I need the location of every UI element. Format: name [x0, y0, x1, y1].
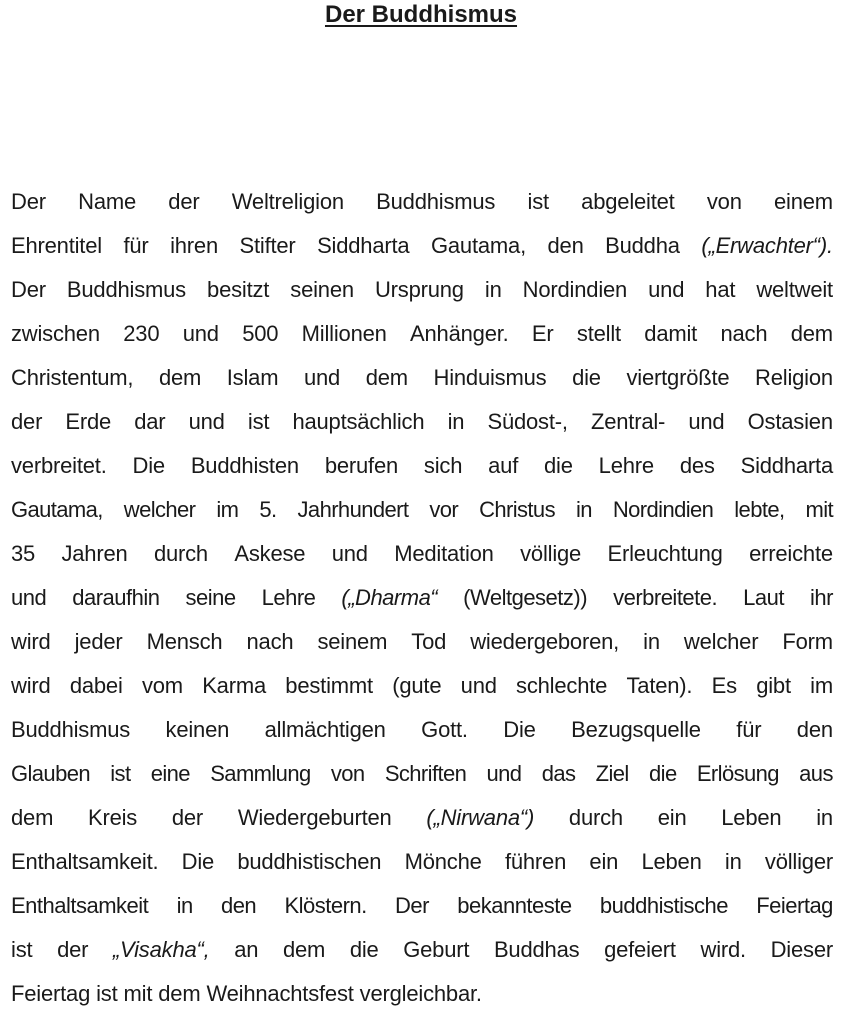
- text-word: Buddhas: [493, 937, 580, 962]
- text-word: von: [706, 189, 742, 214]
- text-word: Christus: [479, 497, 555, 522]
- text-word: die: [349, 937, 379, 962]
- text-word: Buddhisten: [190, 453, 299, 478]
- text-word: Siddharta: [317, 233, 410, 258]
- text-word: buddhistische: [599, 893, 728, 918]
- text-word: Meditation: [394, 541, 494, 566]
- text-word: in: [816, 805, 833, 830]
- text-word: Lehre: [598, 453, 654, 478]
- text-word: Erleuchtung: [607, 541, 723, 566]
- text-line: [11, 576, 833, 620]
- text-word: seinem: [317, 629, 388, 654]
- text-word: durch: [568, 805, 623, 830]
- text-word: Askese: [234, 541, 306, 566]
- text-word: hat: [705, 277, 736, 302]
- text-word: Gott.: [421, 717, 468, 742]
- text-word: Laut: [743, 585, 784, 610]
- text-word: ein: [589, 849, 619, 874]
- text-word: gefeiert: [604, 937, 676, 962]
- text-word: ihren: [170, 233, 218, 258]
- text-word: einem: [774, 189, 833, 214]
- text-word: im: [810, 673, 833, 698]
- text-word: dem: [365, 365, 408, 390]
- text-word: „Visakha“,: [112, 937, 210, 962]
- text-word: Hinduismus: [433, 365, 547, 390]
- text-word: Buddha: [605, 233, 680, 258]
- text-word: und: [188, 409, 225, 434]
- text-word: ist: [11, 937, 33, 962]
- text-line: [11, 312, 833, 356]
- text-word: bekannteste: [457, 893, 572, 918]
- text-word: und: [688, 409, 725, 434]
- text-word: an: [234, 937, 259, 962]
- text-word: und: [11, 585, 47, 610]
- text-word: ist: [110, 761, 131, 786]
- text-word: die: [544, 453, 573, 478]
- text-word: mit: [805, 497, 833, 522]
- text-word: stellt: [576, 321, 621, 346]
- text-word: völliger: [764, 849, 833, 874]
- text-word: dem: [11, 805, 54, 830]
- text-word: gibt: [756, 673, 791, 698]
- text-word: Klöstern.: [284, 893, 367, 918]
- text-word: 5.: [259, 497, 277, 522]
- text-word: Buddhismus: [376, 189, 496, 214]
- text-line: [11, 884, 833, 928]
- text-word: zwischen: [11, 321, 100, 346]
- page-title: Der Buddhismus: [324, 1, 518, 28]
- text-word: Erde: [65, 409, 112, 434]
- text-word: von: [330, 761, 365, 786]
- text-word: Wiedergeburten: [237, 805, 392, 830]
- text-word: Leben: [641, 849, 702, 874]
- text-word: Tod: [411, 629, 447, 654]
- text-word: Weltreligion: [231, 189, 344, 214]
- text-word: Südost-,: [487, 409, 568, 434]
- text-word: nach: [246, 629, 294, 654]
- text-line: [11, 708, 833, 752]
- text-word: Ziel: [595, 761, 629, 786]
- text-word: schlechte: [516, 673, 608, 698]
- text-word: lebte,: [734, 497, 785, 522]
- text-word: Die: [132, 453, 165, 478]
- text-word: vom: [141, 673, 183, 698]
- text-word: Siddharta: [740, 453, 833, 478]
- text-word: für: [736, 717, 762, 742]
- text-line: [11, 928, 833, 972]
- text-word: in: [575, 497, 592, 522]
- text-word: jeder: [74, 629, 123, 654]
- text-word: dabei: [69, 673, 123, 698]
- text-word: 500: [242, 321, 279, 346]
- text-word: Religion: [755, 365, 833, 390]
- text-word: Feiertag: [756, 893, 833, 918]
- text-word: Sammlung: [210, 761, 311, 786]
- text-word: verbreitete.: [613, 585, 718, 610]
- text-word: der: [171, 805, 204, 830]
- text-word: des: [679, 453, 715, 478]
- text-word: ist: [96, 981, 118, 1006]
- text-word: Anhänger.: [410, 321, 509, 346]
- text-word: keinen: [165, 717, 230, 742]
- text-word: Buddhismus: [66, 277, 186, 302]
- text-word: erreichte: [749, 541, 833, 566]
- text-word: auf: [488, 453, 519, 478]
- text-line: [11, 620, 833, 664]
- text-word: den: [220, 893, 257, 918]
- text-word: buddhistischen: [237, 849, 382, 874]
- text-word: sich: [423, 453, 463, 478]
- text-word: und: [331, 541, 368, 566]
- text-word: Er: [531, 321, 554, 346]
- text-word: Enthaltsamkeit: [11, 893, 149, 918]
- text-word: der: [11, 409, 43, 434]
- text-word: ist: [527, 189, 549, 214]
- text-word: weltweit: [756, 277, 833, 302]
- text-word: Buddhismus: [11, 717, 131, 742]
- text-word: dar: [134, 409, 166, 434]
- text-word: Jahren: [61, 541, 128, 566]
- text-word: 230: [123, 321, 160, 346]
- text-word: Schriften: [384, 761, 467, 786]
- text-word: durch: [153, 541, 208, 566]
- text-word: und: [648, 277, 685, 302]
- text-word: die: [572, 365, 601, 390]
- text-word: verbreitet.: [11, 453, 107, 478]
- text-word: Millionen: [301, 321, 387, 346]
- text-word: Ehrentitel: [11, 233, 102, 258]
- text-word: der: [168, 189, 200, 214]
- text-line: [11, 532, 833, 576]
- text-line: [11, 488, 833, 532]
- text-word: ein: [657, 805, 687, 830]
- text-word: und: [182, 321, 219, 346]
- text-word: völlige: [520, 541, 582, 566]
- text-word: Gautama,: [430, 233, 526, 258]
- text-word: Bezugsquelle: [571, 717, 701, 742]
- text-word: Jahrhundert: [297, 497, 409, 522]
- text-word: Es: [711, 673, 737, 698]
- text-word: Karma: [202, 673, 267, 698]
- text-line: [11, 268, 833, 312]
- text-word: Die: [181, 849, 215, 874]
- text-word: berufen: [324, 453, 399, 478]
- text-line: [11, 752, 833, 796]
- text-word: Form: [782, 629, 833, 654]
- text-word: Ursprung: [374, 277, 464, 302]
- text-word: abgeleitet: [581, 189, 675, 214]
- text-word: Nordindien: [522, 277, 628, 302]
- text-word: 35: [11, 541, 36, 566]
- text-word: Der: [395, 893, 429, 918]
- text-word: wird: [11, 673, 51, 698]
- text-word: führen: [504, 849, 567, 874]
- text-word: Leben: [721, 805, 782, 830]
- text-word: den: [547, 233, 584, 258]
- text-word: für: [123, 233, 149, 258]
- text-word: Zentral-: [590, 409, 666, 434]
- text-word: damit: [644, 321, 698, 346]
- text-line: [11, 356, 833, 400]
- text-word: in: [447, 409, 465, 434]
- text-word: im: [216, 497, 239, 522]
- text-word: vergleichbar.: [359, 981, 482, 1006]
- text-line: [11, 400, 833, 444]
- text-word: („Nirwana“): [426, 805, 535, 830]
- text-word: Stifter: [239, 233, 296, 258]
- text-line: [11, 840, 833, 884]
- text-word: den: [796, 717, 833, 742]
- text-word: dem: [282, 937, 326, 962]
- text-word: bestimmt: [285, 673, 373, 698]
- text-word: Die: [503, 717, 536, 742]
- text-word: ist: [247, 409, 270, 434]
- text-word: Mönche: [404, 849, 482, 874]
- text-word: in: [176, 893, 193, 918]
- text-word: wiedergeboren,: [470, 629, 620, 654]
- text-word: vor: [429, 497, 459, 522]
- text-word: in: [724, 849, 742, 874]
- text-word: Dieser: [770, 937, 833, 962]
- text-word: Feiertag: [11, 981, 91, 1006]
- text-word: Name: [78, 189, 137, 214]
- text-word: allmächtigen: [264, 717, 386, 742]
- text-word: Nordindien: [612, 497, 714, 522]
- text-word: welcher: [683, 629, 759, 654]
- text-word: nach: [720, 321, 768, 346]
- text-word: dem: [158, 365, 202, 390]
- text-word: dem: [790, 321, 833, 346]
- text-word: in: [643, 629, 660, 654]
- text-line: [11, 796, 833, 840]
- text-word: seine: [185, 585, 236, 610]
- text-word: und: [486, 761, 522, 786]
- text-line: [11, 444, 833, 488]
- text-word: daraufhin: [72, 585, 160, 610]
- text-word: Gautama,: [11, 497, 103, 522]
- text-word: Taten).: [626, 673, 693, 698]
- text-word: Islam: [226, 365, 279, 390]
- text-line: [11, 224, 833, 268]
- text-word: welcher: [123, 497, 196, 522]
- text-word: wird.: [700, 937, 746, 962]
- text-word: und: [303, 365, 341, 390]
- text-word: Christentum,: [11, 365, 134, 390]
- text-word: Weihnachtsfest: [206, 981, 354, 1006]
- text-word: eine: [150, 761, 190, 786]
- text-word: mit: [123, 981, 153, 1006]
- text-line: [11, 180, 833, 224]
- text-word: Geburt: [403, 937, 470, 962]
- text-word: Ostasien: [747, 409, 833, 434]
- text-word: (gute: [392, 673, 442, 698]
- text-word: wird: [11, 629, 51, 654]
- text-word: dem: [158, 981, 201, 1006]
- text-word: Enthaltsamkeit.: [11, 849, 159, 874]
- text-word: hauptsächlich: [292, 409, 425, 434]
- text-word: seinen: [290, 277, 354, 302]
- text-word: viertgrößte: [626, 365, 730, 390]
- text-line: [11, 664, 833, 708]
- text-word: besitzt: [207, 277, 270, 302]
- text-word: Der: [11, 277, 46, 302]
- text-word: Kreis: [87, 805, 138, 830]
- text-word: Mensch: [146, 629, 223, 654]
- text-word: („Dharma“: [341, 585, 438, 610]
- text-word: ihr: [810, 585, 833, 610]
- text-word: Glauben: [11, 761, 90, 786]
- body-paragraph: [11, 180, 833, 1016]
- text-word: aus: [799, 761, 833, 786]
- text-word: Der: [11, 189, 46, 214]
- text-word: und: [460, 673, 497, 698]
- text-word: Erlösung: [696, 761, 779, 786]
- text-word: (Weltgesetz)): [463, 585, 588, 610]
- text-word: („Erwachter“).: [701, 233, 833, 258]
- text-line: [11, 972, 833, 1016]
- text-word: das: [541, 761, 576, 786]
- text-word: die: [649, 761, 677, 786]
- text-word: in: [484, 277, 502, 302]
- text-word: der: [57, 937, 89, 962]
- text-word: Lehre: [261, 585, 316, 610]
